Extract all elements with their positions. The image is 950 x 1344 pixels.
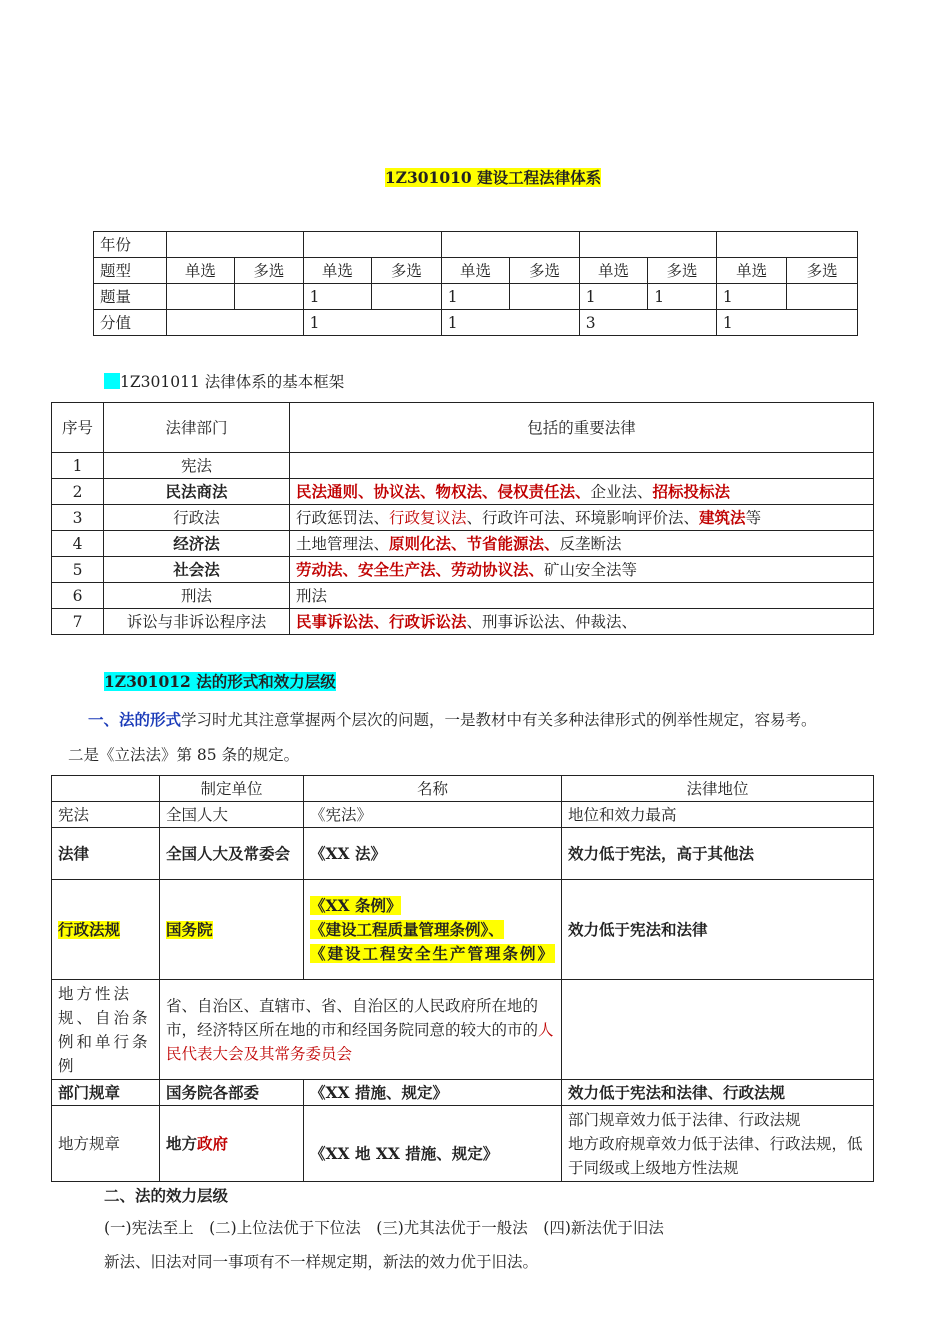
score-cell: 1 (716, 310, 857, 336)
table-row: 5 社会法 劳动法、安全生产法、劳动协议法、矿山安全法等 (52, 557, 874, 583)
year-row (94, 232, 858, 258)
count-cell (510, 284, 580, 310)
count-row (94, 284, 858, 310)
table-row: 法律 全国人大及常委会 《XX 法》 效力低于宪法，高于其他法 (52, 828, 874, 880)
row-label: 题量 (94, 284, 167, 310)
header-laws: 包括的重要法律 (290, 403, 874, 453)
highlight-marker (104, 373, 120, 389)
table-row: 地方性法规、自治条例和单行条例 省、自治区、直辖市、省、自治区的人民政府所在地的市，经济特区所在地的市和经国务院同意的较大的市的人民代表大会及其常务委员会 (52, 980, 874, 1080)
type-cell: 多选 (510, 258, 580, 284)
score-cell: 1 (441, 310, 579, 336)
header-dept: 法律部门 (104, 403, 290, 453)
score-cell (166, 310, 303, 336)
table-row: 6 刑法 刑法 (52, 583, 874, 609)
table-row: 7 诉讼与非诉讼程序法 民事诉讼法、行政诉讼法、刑事诉讼法、仲裁法、 (52, 609, 874, 635)
type-row (94, 258, 858, 284)
score-cell: 3 (579, 310, 716, 336)
section-heading: 1Z301011 法律体系的基本框架 (104, 370, 344, 392)
paragraph: (一)宪法至上 (二)上位法优于下位法 (三)尤其法优于一般法 (四)新法优于旧法 (104, 1219, 664, 1237)
table-row: 3 行政法 行政惩罚法、行政复议法、行政许可法、环境影响评价法、建筑法等 (52, 505, 874, 531)
title-text: 1Z301010 建设工程法律体系 (384, 168, 602, 187)
type-cell: 多选 (787, 258, 858, 284)
type-cell: 多选 (235, 258, 304, 284)
paragraph: 一、法的形式学习时尤其注意掌握两个层次的问题，一是教材中有关多种法律形式的例举性规定，容易考。 (88, 710, 817, 729)
section-heading: 1Z301012 法的形式和效力层级 (104, 672, 336, 691)
table-row: 部门规章 国务院各部委 《XX 措施、规定》 效力低于宪法和法律、行政法规 (52, 1080, 874, 1106)
score-row (94, 310, 858, 336)
count-cell: 1 (441, 284, 510, 310)
count-cell (166, 284, 235, 310)
count-cell (372, 284, 442, 310)
count-cell (787, 284, 858, 310)
table-header (52, 403, 874, 453)
type-cell: 单选 (303, 258, 372, 284)
table-row: 地方规章 地方政府 《XX 地 XX 措施、规定》 部门规章效力低于法律、行政法规 地方政府规章效力低于法律、行政法规，低于同级或上级地方性法规 (52, 1106, 874, 1182)
count-cell: 1 (303, 284, 372, 310)
type-cell: 单选 (166, 258, 235, 284)
table-row: 1 宪法 (52, 453, 874, 479)
page-title (0, 166, 950, 188)
type-cell: 多选 (648, 258, 717, 284)
type-cell: 单选 (579, 258, 648, 284)
header-no: 序号 (52, 403, 104, 453)
type-cell: 单选 (716, 258, 787, 284)
table-row: 4 经济法 土地管理法、原则化法、节省能源法、反垄断法 (52, 531, 874, 557)
law-forms-table (51, 775, 874, 1182)
legal-framework-table (51, 402, 874, 635)
row-label: 分值 (94, 310, 167, 336)
section-heading: 二、法的效力层级 (104, 1187, 229, 1205)
count-cell: 1 (579, 284, 648, 310)
table-row: 行政法规 国务院 《XX 条例》 《建设工程质量管理条例》、 《建设工程安全生产管理条例》 效力低于宪法和法律 (52, 880, 874, 980)
count-cell: 1 (648, 284, 717, 310)
row-label: 年份 (94, 232, 167, 258)
count-cell: 1 (716, 284, 787, 310)
paragraph: 二是《立法法》第 85 条的规定。 (68, 746, 300, 764)
count-cell (235, 284, 304, 310)
row-label: 题型 (94, 258, 167, 284)
table-row: 宪法 全国人大 《宪法》 地位和效力最高 (52, 802, 874, 828)
type-cell: 多选 (372, 258, 442, 284)
paragraph: 新法、旧法对同一事项有不一样规定期，新法的效力优于旧法。 (104, 1253, 539, 1271)
table-header: 制定单位 名称 法律地位 (52, 776, 874, 802)
type-cell: 单选 (441, 258, 510, 284)
exam-statistics-table (93, 231, 858, 336)
score-cell: 1 (303, 310, 441, 336)
table-row: 2 民法商法 民法通则、协议法、物权法、侵权责任法、企业法、招标投标法 (52, 479, 874, 505)
